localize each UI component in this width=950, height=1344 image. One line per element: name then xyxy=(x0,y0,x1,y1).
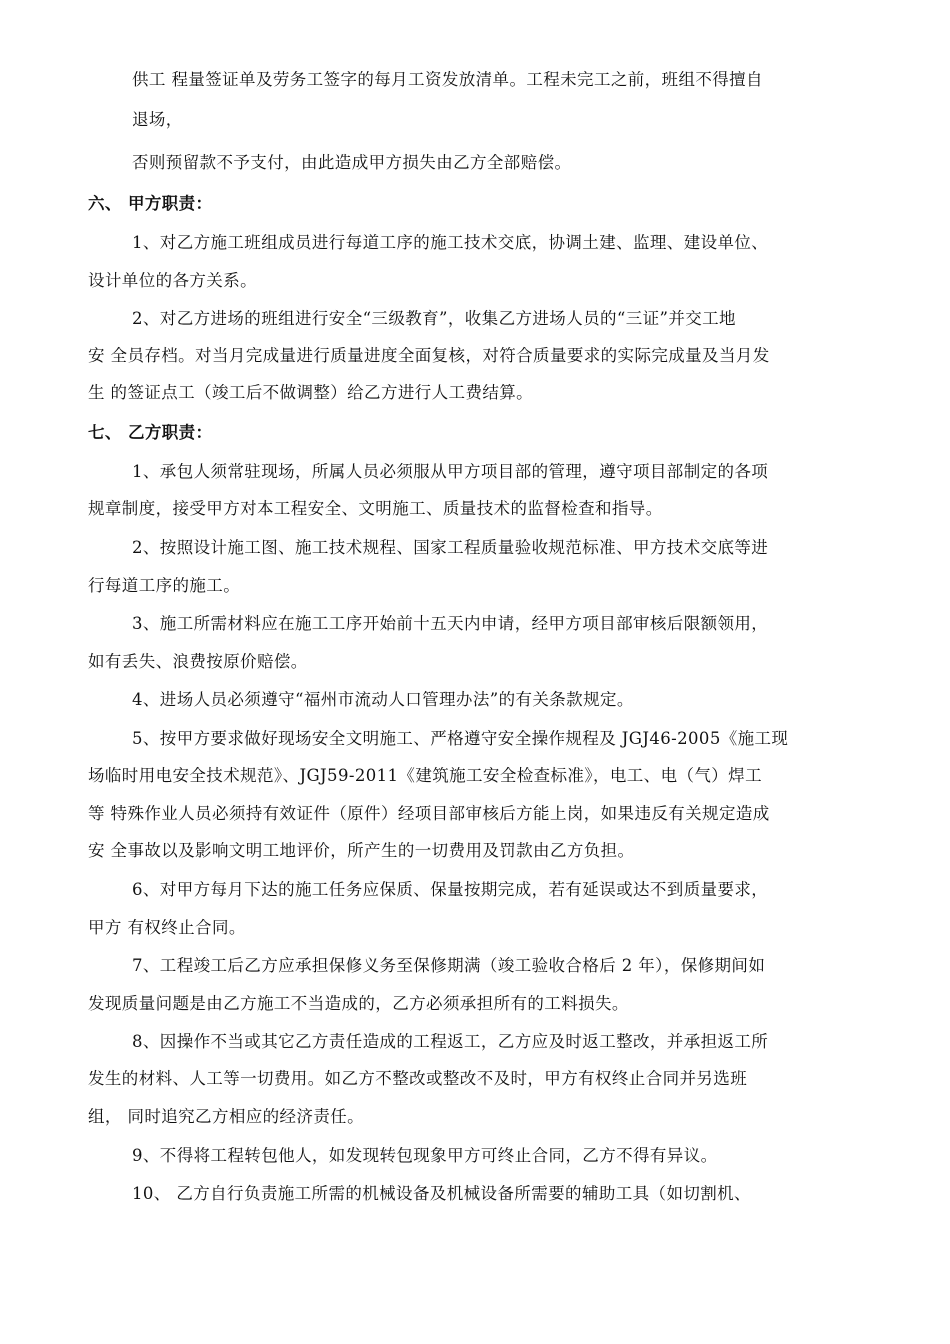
text-line: 组， 同时追究乙方相应的经济责任。 xyxy=(88,1107,365,1126)
text-line: 场临时用电安全技术规范》、JGJ59-2011《建筑施工安全检查标准》，电工、电（气）焊工 xyxy=(88,766,762,785)
text-line: 等 特殊作业人员必须持有效证件（原件）经项目部审核后方能上岗，如果违反有关规定造成 xyxy=(88,804,770,823)
text-line: 3、施工所需材料应在施工工序开始前十五天内申请，经甲方项目部审核后限额领用， xyxy=(132,614,769,633)
text-line: 发现质量问题是由乙方施工不当造成的，乙方必须承担所有的工料损失。 xyxy=(88,994,629,1013)
text-line: 10、 乙方自行负责施工所需的机械设备及机械设备所需要的辅助工具（如切割机、 xyxy=(132,1184,751,1203)
text-line: 生 的签证点工（竣工后不做调整）给乙方进行人工费结算。 xyxy=(88,383,534,402)
text-line: 甲方 有权终止合同。 xyxy=(88,918,246,937)
text-line: 供工 程量签证单及劳务工签字的每月工资发放清单。工程未完工之前，班组不得擅自 xyxy=(132,70,763,89)
section-heading: 七、 乙方职责： xyxy=(88,423,213,442)
text-line: 4、进场人员必须遵守“福州市流动人口管理办法”的有关条款规定。 xyxy=(132,690,634,709)
text-line: 发生的材料、人工等一切费用。如乙方不整改或整改不及时，甲方有权终止合同并另选班 xyxy=(88,1069,748,1088)
text-line: 如有丢失、浪费按原价赔偿。 xyxy=(88,652,308,671)
text-line: 6、对甲方每月下达的施工任务应保质、保量按期完成，若有延误或达不到质量要求， xyxy=(132,880,769,899)
text-line: 9、不得将工程转包他人，如发现转包现象甲方可终止合同，乙方不得有异议。 xyxy=(132,1146,718,1165)
text-line: 2、按照设计施工图、施工技术规程、国家工程质量验收规范标准、甲方技术交底等进 xyxy=(132,538,769,557)
text-line: 2、对乙方进场的班组进行安全“三级教育”，收集乙方进场人员的“三证”并交工地 xyxy=(132,309,736,328)
text-line: 退场， xyxy=(132,110,183,129)
text-line: 行每道工序的施工。 xyxy=(88,576,241,595)
text-line: 1、承包人须常驻现场，所属人员必须服从甲方项目部的管理，遵守项目部制定的各项 xyxy=(132,462,769,481)
text-line: 7、工程竣工后乙方应承担保修义务至保修期满（竣工验收合格后 2 年），保修期间如 xyxy=(132,956,766,975)
section-heading: 六、 甲方职责： xyxy=(88,194,213,213)
text-line: 否则预留款不予支付，由此造成甲方损失由乙方全部赔偿。 xyxy=(132,153,572,172)
text-line: 8、因操作不当或其它乙方责任造成的工程返工，乙方应及时返工整改，并承担返工所 xyxy=(132,1032,769,1051)
text-line: 规章制度，接受甲方对本工程安全、文明施工、质量技术的监督检查和指导。 xyxy=(88,499,663,518)
text-line: 安 全事故以及影响文明工地评价，所产生的一切费用及罚款由乙方负担。 xyxy=(88,841,635,860)
text-line: 5、按甲方要求做好现场安全文明施工、严格遵守安全操作规程及 JGJ46-2005《施工现 xyxy=(132,729,789,748)
text-line: 1、对乙方施工班组成员进行每道工序的施工技术交底，协调土建、监理、建设单位、 xyxy=(132,233,769,252)
text-line: 设计单位的各方关系。 xyxy=(88,271,257,290)
text-line: 安 全员存档。对当月完成量进行质量进度全面复核，对符合质量要求的实际完成量及当月发 xyxy=(88,346,770,365)
